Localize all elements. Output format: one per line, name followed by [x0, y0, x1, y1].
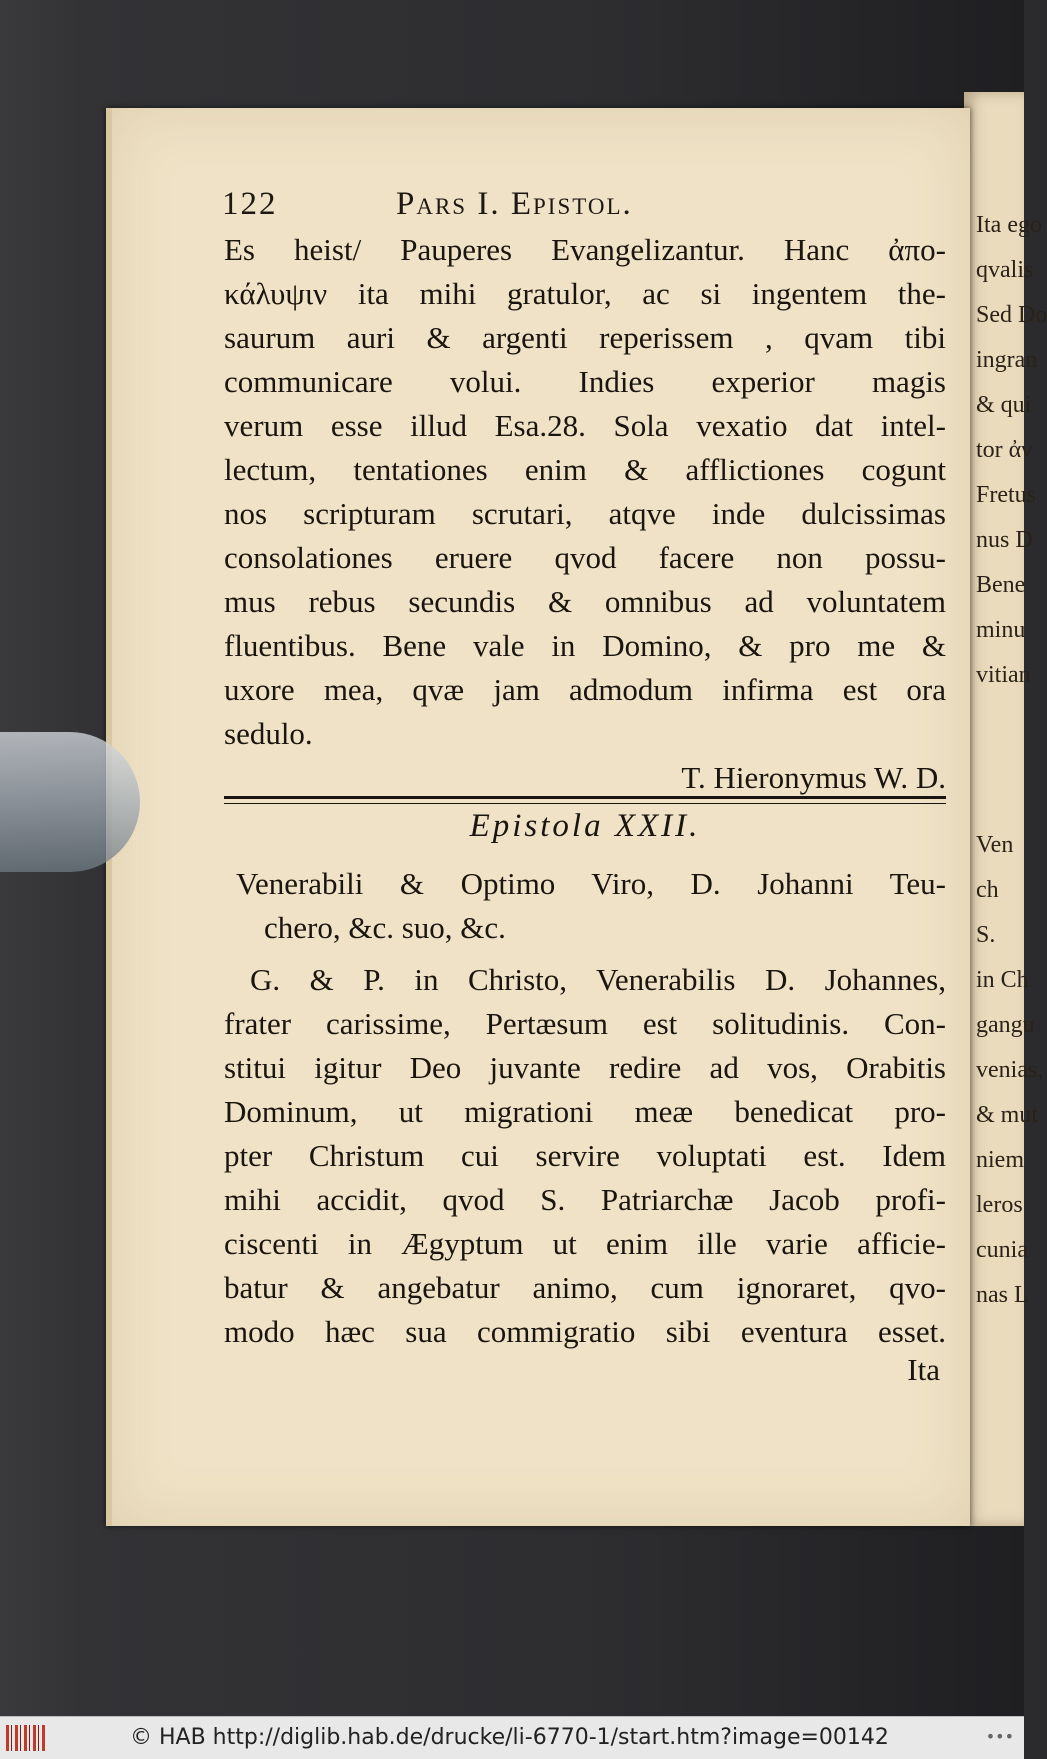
- text-line: communicare volui. Indies experior magis: [224, 364, 946, 399]
- facing-line: nas L: [976, 1282, 1029, 1308]
- text-line: ciscenti in Ægyptum ut enim ille varie afficie-: [224, 1226, 946, 1261]
- facing-line: Fretus: [976, 482, 1036, 508]
- text-line: mihi accidit, qvod S. Patriarchæ Jacob profi-: [224, 1182, 946, 1217]
- text-line: verum esse illud Esa.28. Sola vexatio dat intel-: [224, 408, 946, 443]
- address-line: Venerabili & Optimo Viro, D. Johanni Teu-: [236, 866, 946, 901]
- facing-line: leros: [976, 1192, 1023, 1218]
- facing-line: & mut: [976, 1102, 1039, 1128]
- facing-line: venias,: [976, 1057, 1044, 1083]
- page-clip: [0, 732, 140, 872]
- address-line: chero, &c. suo, &c.: [264, 910, 506, 945]
- page-number: 122: [222, 186, 278, 222]
- facing-line: S.: [976, 922, 996, 948]
- book-page: [106, 108, 970, 1526]
- text-line: lectum, tentationes enim & afflictiones cogunt: [224, 452, 946, 487]
- source-url[interactable]: © HAB http://diglib.hab.de/drucke/li-6770-1/start.htm?image=00142: [130, 1725, 889, 1750]
- running-title: Pars I. Epistol.: [396, 186, 633, 222]
- facing-line: vitian: [976, 662, 1031, 688]
- facing-line: Bene: [976, 572, 1026, 598]
- text-line: fluentibus. Bene vale in Domino, & pro me &: [224, 628, 946, 663]
- ellipsis-icon[interactable]: •••: [985, 1727, 1014, 1746]
- text-line: consolationes eruere qvod facere non possu-: [224, 540, 946, 575]
- text-line: pter Christum cui servire voluptati est. Idem: [224, 1138, 946, 1173]
- text-line: G. & P. in Christo, Venerabilis D. Johannes,: [250, 962, 946, 997]
- facing-line: cunia: [976, 1237, 1028, 1263]
- text-line: Dominum, ut migrationi meæ benedicat pro-: [224, 1094, 946, 1129]
- facing-line: in Ch: [976, 967, 1029, 993]
- text-line: uxore mea, qvæ jam admodum infirma est ora: [224, 672, 946, 707]
- barcode-icon: [6, 1725, 46, 1751]
- text-line: sedulo.: [224, 716, 313, 751]
- facing-line: & qui: [976, 392, 1032, 418]
- section-divider: [224, 796, 946, 804]
- text-line: saurum auri & argenti reperissem , qvam tibi: [224, 320, 946, 355]
- footer-bar: [0, 1716, 1024, 1759]
- text-line: κάλυψιν ita mihi gratulor, ac si ingentem the-: [224, 276, 946, 311]
- facing-line: tor ἀν: [976, 437, 1033, 463]
- facing-line: minu: [976, 617, 1026, 643]
- facing-line: qvalis: [976, 257, 1034, 283]
- text-line: batur & angebatur animo, cum ignoraret, qvo-: [224, 1270, 946, 1305]
- signature: T. Hieronymus W. D.: [681, 760, 946, 795]
- text-line: nos scripturam scrutari, atqve inde dulcissimas: [224, 496, 946, 531]
- epistola-heading: Epistola XXII.: [469, 808, 701, 844]
- facing-line: niem: [976, 1147, 1024, 1173]
- text-line: frater carissime, Pertæsum est solitudinis. Con-: [224, 1006, 946, 1041]
- facing-line: Sed Do: [976, 302, 1047, 328]
- facing-line: Ita ego: [976, 212, 1042, 238]
- facing-line: ingran: [976, 347, 1038, 373]
- text-line: modo hæc sua commigratio sibi eventura esset.: [224, 1314, 946, 1349]
- facing-line: gangu: [976, 1012, 1035, 1038]
- running-head: [222, 186, 862, 226]
- facing-line: Ven: [976, 832, 1014, 858]
- facing-line: ch: [976, 877, 999, 903]
- facing-line: nus D: [976, 527, 1033, 553]
- facing-page-edge: [964, 92, 1047, 1526]
- text-line: mus rebus secundis & omnibus ad voluntatem: [224, 584, 946, 619]
- text-line: Es heist/ Pauperes Evangelizantur. Hanc ἀπο-: [224, 232, 946, 267]
- catchword: Ita: [907, 1352, 940, 1387]
- text-line: stitui igitur Deo juvante redire ad vos, Orabitis: [224, 1050, 946, 1085]
